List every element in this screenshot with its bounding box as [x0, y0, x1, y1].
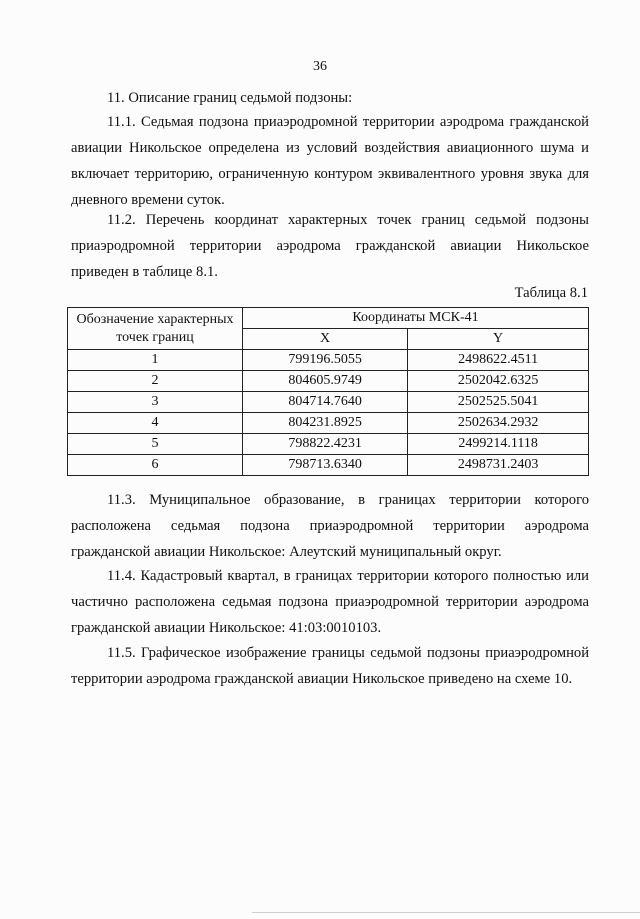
coord-x: 804605.9749 — [243, 371, 408, 392]
table-row — [68, 371, 589, 392]
table-row — [68, 413, 589, 434]
coord-x: 804231.8925 — [243, 413, 408, 434]
header-points: Обозначение характерных точек границ — [68, 308, 243, 350]
paragraph-11-2: 11.2. Перечень координат характерных точек границ седьмой подзоны приаэродромной территории аэродрома гражданской авиации Никольское приведен в таблице 8.1. — [71, 212, 589, 280]
coord-x: 798713.6340 — [243, 455, 408, 476]
coord-y: 2498731.2403 — [408, 455, 589, 476]
header-coordinates: Координаты МСК-41 — [243, 308, 589, 329]
coord-y: 2502525.5041 — [408, 392, 589, 413]
point-number: 5 — [68, 434, 243, 455]
paragraph-11-1: 11.1. Седьмая подзона приаэродромной территории аэродрома гражданской авиации Никольское определена из условий воздействия авиационного шума и включает территорию, ограниченную контуром эквивалентного уровня звука для дневного времени суток. — [71, 114, 589, 208]
header-y: Y — [408, 329, 589, 350]
coord-x: 804714.7640 — [243, 392, 408, 413]
coord-y: 2498622.4511 — [408, 350, 589, 371]
point-number: 4 — [68, 413, 243, 434]
paragraph-11-3: 11.3. Муниципальное образование, в границах территории которого расположена седьмая подзона приаэродромной территории аэродрома гражданской авиации Никольское: Алеутский муниципальный округ. — [71, 492, 589, 560]
coordinates-table — [67, 307, 589, 476]
paragraph-11-5: 11.5. Графическое изображение границы седьмой подзоны приаэродромной территории аэродрома гражданской авиации Никольское приведено на схеме 10. — [71, 645, 589, 687]
coord-y: 2502634.2932 — [408, 413, 589, 434]
table-row — [68, 434, 589, 455]
coord-y: 2502042.6325 — [408, 371, 589, 392]
point-number: 2 — [68, 371, 243, 392]
table-row — [68, 350, 589, 371]
coord-y: 2499214.1118 — [408, 434, 589, 455]
table-row — [68, 392, 589, 413]
section-heading: 11. Описание границ седьмой подзоны: — [107, 90, 353, 106]
table-row — [68, 455, 589, 476]
paragraph-11-4: 11.4. Кадастровый квартал, в границах территории которого полностью или частично расположена седьмая подзона приаэродромной территории аэродрома гражданской авиации Никольское: 41:03:0010103. — [71, 568, 589, 636]
page-number: 36 — [313, 59, 327, 74]
scan-edge-divider — [252, 912, 640, 919]
point-number: 1 — [68, 350, 243, 371]
table-caption: Таблица 8.1 — [514, 285, 588, 301]
header-x: X — [243, 329, 408, 350]
coord-x: 799196.5055 — [243, 350, 408, 371]
point-number: 3 — [68, 392, 243, 413]
coord-x: 798822.4231 — [243, 434, 408, 455]
point-number: 6 — [68, 455, 243, 476]
